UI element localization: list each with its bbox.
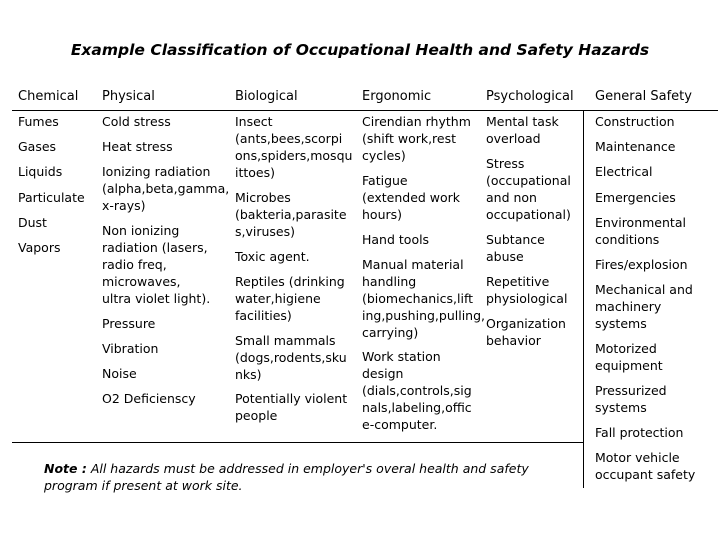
general-safety-item: Environmental conditions: [595, 215, 686, 247]
physical-item: Noise: [102, 366, 137, 381]
biological-item: Reptiles (drinking water,higiene facilities): [235, 274, 345, 323]
chemical-item: Dust: [18, 215, 47, 230]
psychological-item: Repetitive physiological: [486, 274, 568, 306]
ergonomic-item: Hand tools: [362, 232, 430, 247]
header-chemical: Chemical: [18, 89, 79, 104]
general-safety-item: Mechanical and machinery systems: [595, 282, 693, 331]
psychological-item: Organization behavior: [486, 316, 566, 348]
general-safety-item: Motorized equipment: [595, 341, 663, 373]
general-safety-item: Electrical: [595, 164, 653, 179]
chemical-item: Fumes: [18, 114, 59, 129]
physical-item: Non ionizing radiation (lasers, radio freq, microwaves, ultra violet light).: [102, 223, 211, 306]
header-general-safety: General Safety: [595, 89, 692, 104]
note-rule: [12, 442, 583, 443]
general-safety-item: Maintenance: [595, 139, 676, 154]
general-safety-item: Motor vehicle occupant safety: [595, 450, 696, 482]
physical-item: Ionizing radiation (alpha,beta,gamma, x-rays): [102, 164, 230, 213]
general-safety-item: Pressurized systems: [595, 383, 667, 415]
physical-item: Pressure: [102, 316, 156, 331]
biological-item: Small mammals (dogs,rodents,sku nks): [235, 333, 347, 382]
physical-item: Vibration: [102, 341, 159, 356]
ergonomic-item: Fatigue (extended work hours): [362, 173, 461, 222]
header-rule: [12, 110, 718, 111]
footnote-label: Note :: [44, 461, 87, 476]
chemical-item: Gases: [18, 139, 57, 154]
biological-item: Microbes (bakteria,parasite s,viruses): [235, 190, 347, 239]
ergonomic-item: Work station design (dials,controls,sig nals,labeling,offic e-computer.: [362, 349, 472, 432]
header-ergonomic: Ergonomic: [362, 89, 432, 104]
biological-item: Potentially violent people: [235, 391, 348, 423]
general-safety-item: Construction: [595, 114, 675, 129]
general-safety-item: Fires/explosion: [595, 257, 688, 272]
psychological-item: Stress (occupational and non occupational): [486, 156, 571, 222]
chemical-item: Liquids: [18, 164, 63, 179]
ergonomic-item: Cirendian rhythm (shift work,rest cycles): [362, 114, 471, 163]
header-biological: Biological: [235, 89, 298, 104]
biological-item: Insect (ants,bees,scorpi ons,spiders,mosqu ittoes): [235, 114, 353, 180]
general-safety-item: Emergencies: [595, 190, 676, 205]
ergonomic-item: Manual material handling (biomechanics,lift ing,pushing,pulling, carrying): [362, 257, 486, 340]
chemical-item: Vapors: [18, 240, 61, 255]
column-divider: [583, 111, 584, 488]
page-title: Example Classification of Occupational Health and Safety Hazards: [70, 41, 650, 59]
header-physical: Physical: [102, 89, 155, 104]
general-safety-item: Fall protection: [595, 425, 684, 440]
biological-item: Toxic agent.: [235, 249, 310, 264]
physical-item: Cold stress: [102, 114, 171, 129]
psychological-item: Mental task overload: [486, 114, 559, 146]
footnote-text: All hazards must be addressed in employer's overal health and safety program if present at work site.: [44, 461, 529, 493]
footnote: [44, 460, 564, 494]
header-psychological: Psychological: [486, 89, 574, 104]
physical-item: O2 Deficienscy: [102, 391, 196, 406]
psychological-item: Subtance abuse: [486, 232, 545, 264]
chemical-item: Particulate: [18, 190, 85, 205]
physical-item: Heat stress: [102, 139, 173, 154]
